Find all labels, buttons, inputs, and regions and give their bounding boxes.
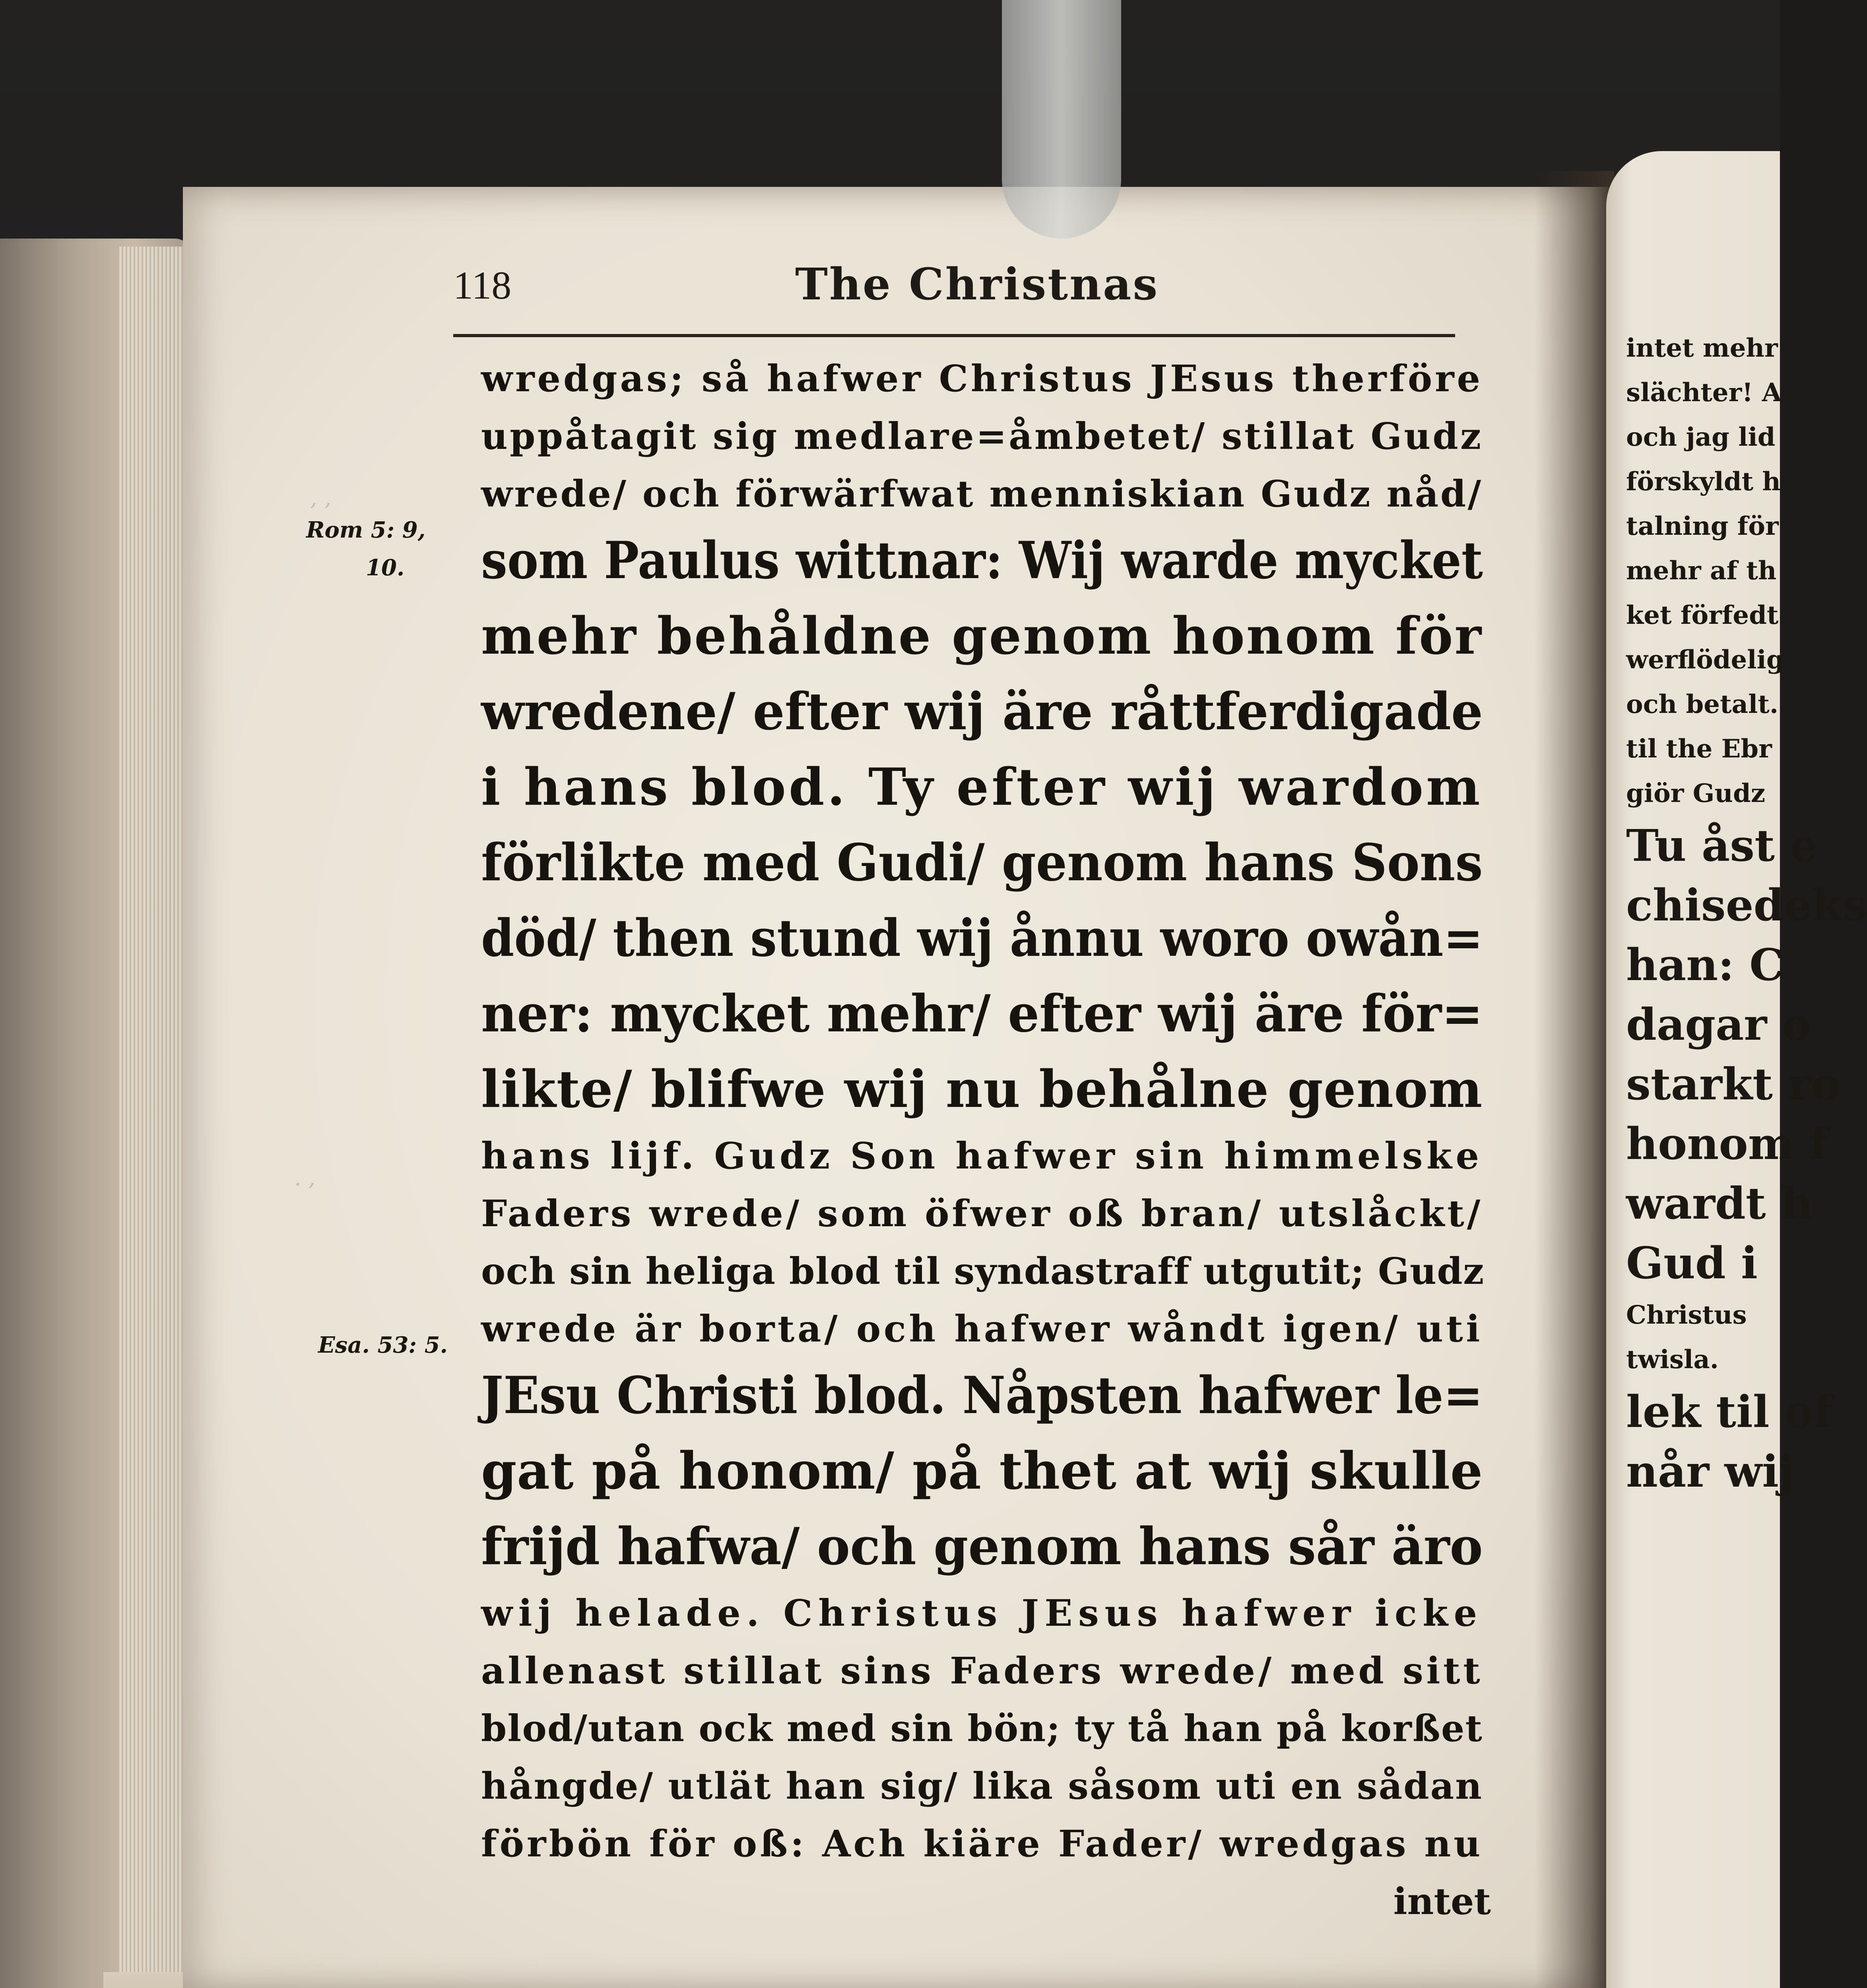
catchword: intet [1393, 1880, 1491, 1923]
facing-line: intet mehr [1626, 333, 1778, 363]
text-line: ner: mycket mehr/ efter wij äre för= [481, 984, 1483, 1044]
text-line: Faders wrede/ som öfwer oß bran/ utslåckt/ [481, 1192, 1483, 1235]
running-head [453, 254, 1455, 318]
facing-line: slächter! A [1626, 378, 1782, 408]
text-line: förlikte med Gudi/ genom hans Sons [481, 833, 1483, 893]
facing-line: honom f [1626, 1118, 1828, 1169]
facing-line: och jag lid [1626, 422, 1776, 452]
facing-line: når wij [1626, 1446, 1795, 1497]
facing-line: ket förfedt [1626, 600, 1779, 630]
facing-line: twisla. [1626, 1345, 1719, 1375]
bleed-through-mark: , , [310, 485, 332, 511]
text-line: förbön för oß: Ach kiäre Fader/ wredgas nu [481, 1822, 1483, 1865]
margin-note-rom-verse: 10. [366, 555, 405, 581]
text-line: blod/utan ock med sin bön; ty tå han på korßet [481, 1707, 1483, 1750]
text-line: wrede/ och förwärfwat menniskian Gudz nåd/ [481, 472, 1483, 515]
book-gutter [1535, 171, 1614, 1988]
margin-note-esa: Esa. 53: 5. [318, 1332, 448, 1358]
facing-line: talning för [1626, 511, 1779, 541]
text-line: frijd hafwa/ och genom hans sår äro [481, 1517, 1483, 1576]
text-line: allenast stillat sins Faders wrede/ med sitt [481, 1649, 1483, 1692]
text-line: likte/ blifwe wij nu behålne genom [481, 1060, 1483, 1119]
page-number: 118 [453, 263, 512, 307]
text-line: wrede är borta/ och hafwer wåndt igen/ uti [481, 1307, 1483, 1350]
bleed-through-mark: . , [294, 1165, 316, 1191]
body-text [481, 350, 1491, 1930]
text-line: wij helade. Christus JEsus hafwer icke [481, 1592, 1483, 1635]
margin-note-rom: Rom 5: 9, [306, 517, 426, 543]
running-title: The Christnas [795, 258, 1159, 310]
facing-line: Gud i [1626, 1237, 1758, 1289]
facing-line: chisedeks [1626, 879, 1867, 931]
text-line: som Paulus wittnar: Wij warde mycket [481, 531, 1483, 590]
facing-line: lek til of [1626, 1386, 1833, 1437]
text-line: mehr behåldne genom honom för [481, 606, 1483, 666]
facing-line: och betalt. [1626, 689, 1779, 719]
text-line: uppåtagit sig medlare=åmbetet/ stillat Gudz [481, 415, 1483, 458]
facing-line: dagar o [1626, 999, 1811, 1050]
facing-line: Tu åst e [1626, 820, 1818, 871]
facing-line: förskyldt h [1626, 467, 1781, 497]
text-line: hans lijf. Gudz Son hafwer sin himmelske [481, 1134, 1483, 1177]
facing-line: til the Ebr [1626, 734, 1772, 764]
text-line: död/ then stund wij ånnu woro owån= [481, 909, 1483, 968]
facing-line: Christus [1626, 1300, 1747, 1330]
facing-line: giör Gudz [1626, 779, 1766, 808]
facing-line: starkt ro [1626, 1058, 1840, 1110]
text-line: wredene/ efter wij äre råttferdigade [481, 682, 1483, 742]
text-line: i hans blod. Ty efter wij wardom [481, 757, 1483, 817]
facing-line: han: C [1626, 939, 1784, 990]
facing-line: wardt h [1626, 1178, 1813, 1229]
facing-line: mehr af th [1626, 556, 1777, 586]
facing-page-text [1626, 326, 1867, 1501]
header-rule [453, 334, 1455, 337]
text-line: och sin heliga blod til syndastraff utgutit; Gudz [481, 1250, 1485, 1293]
text-line: wredgas; så hafwer Christus JEsus therföre [481, 357, 1483, 400]
text-line: hångde/ utlät han sig/ lika såsom uti en sådan [481, 1765, 1483, 1807]
page-holder-clip-top [1002, 0, 1121, 239]
facing-line: werflödelig [1626, 645, 1784, 675]
text-line: gat på honom/ på thet at wij skulle [481, 1441, 1483, 1501]
text-line: JEsu Christi blod. Nåpsten hafwer le= [481, 1366, 1483, 1425]
